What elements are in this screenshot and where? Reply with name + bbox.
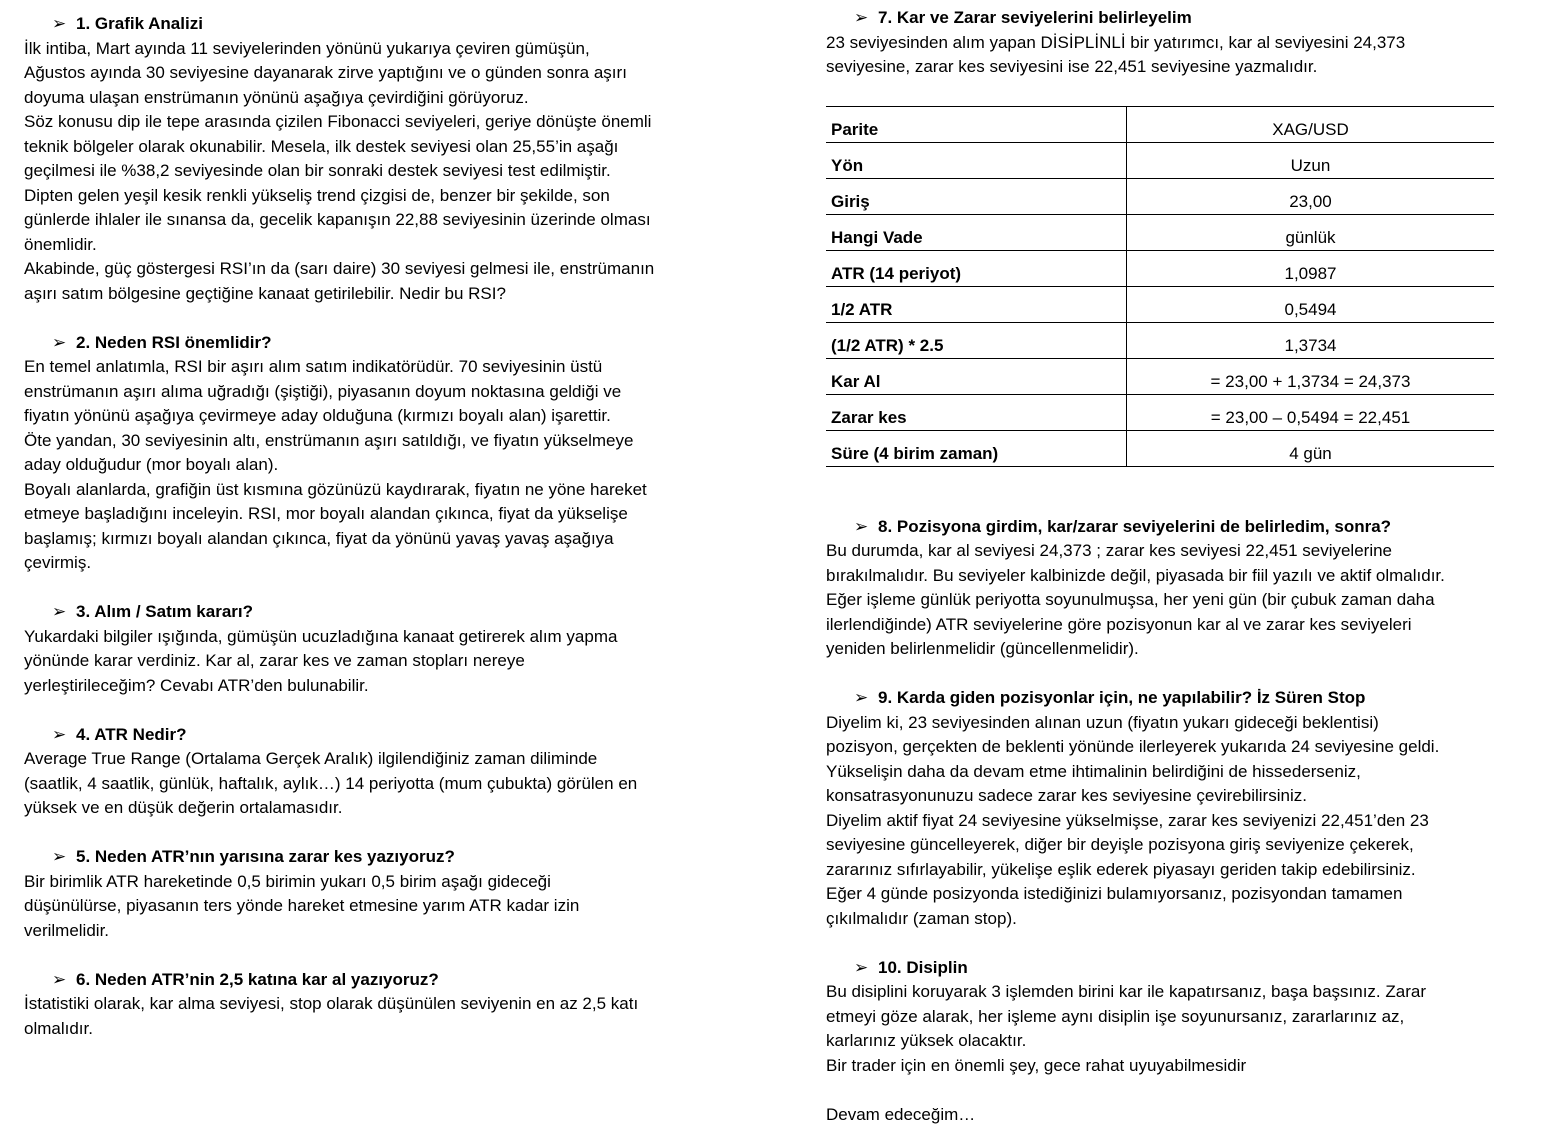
section-heading-text: 5. Neden ATR’nın yarısına zarar kes yazıyoruz?: [76, 847, 455, 866]
section-heading: ➢ 8. Pozisyona girdim, kar/zarar seviyelerini de belirledim, sonra?: [826, 515, 1494, 540]
paragraph-line: ilerlendiğinde) ATR seviyelerine göre pozisyonun kar al ve zarar kes seviyeleri: [826, 614, 1412, 634]
section-7: [826, 6, 1494, 80]
paragraph-line: Boyalı alanlarda, grafiğin üst kısmına gözünüzü kaydırarak, fiyatın ne yöne hareket: [24, 479, 647, 499]
section-9: [826, 686, 1494, 931]
paragraph-line: konsatrasyonunuzu sadece zarar kes seviyesine çevirebilirsiniz.: [826, 786, 1307, 805]
paragraph-line: yönünde karar verdiniz. Kar al, zarar kes ve zaman stopları nereye: [24, 651, 525, 670]
paragraph-line: Eğer işleme günlük periyotta soyunulmuşsa, her yeni gün (bir çubuk zaman daha: [826, 590, 1435, 609]
row-label: 1/2 ATR: [826, 286, 1127, 322]
paragraph-line: seviyesine güncelleyerek, diğer bir deyişle pozisyona giriş seviyenize çekerek,: [826, 835, 1414, 854]
section-heading-text: 6. Neden ATR’nin 2,5 katına kar al yazıyoruz?: [76, 969, 439, 989]
paragraph-line: yeniden belirlenmelidir (güncellenmelidir).: [826, 639, 1139, 658]
section-heading-text: 2. Neden RSI önemlidir?: [76, 332, 272, 352]
section-4: [24, 723, 724, 821]
section-8: [826, 515, 1494, 662]
row-label: ATR (14 periyot): [826, 250, 1127, 286]
paragraph-line: Average True Range (Ortalama Gerçek Aralık) ilgilendiğiniz zaman diliminde: [24, 749, 598, 768]
paragraph-line: İlk intiba, Mart ayında 11 seviyelerinden yönünü yukarıya çeviren gümüşün,: [24, 38, 590, 58]
row-label: Zarar kes: [826, 394, 1127, 430]
arrow-bullet-icon: ➢: [854, 8, 869, 27]
right-column: [826, 6, 1494, 1127]
closing-line: Devam edeceğim…: [826, 1104, 976, 1124]
paragraph-line: seviyesine, zarar kes seviyesini ise 22,451 seviyesine yazmalıdır.: [826, 57, 1318, 76]
paragraph-line: aşırı satım bölgesine geçtiğine kanaat getirilebilir. Nedir bu RSI?: [24, 283, 506, 303]
table-row: [826, 286, 1494, 322]
arrow-bullet-icon: ➢: [52, 847, 67, 866]
paragraph-line: etmeyi göze alarak, her işleme aynı disiplin işe soyunursanız, zararlarınız az,: [826, 1006, 1405, 1026]
row-label: Yön: [826, 142, 1127, 178]
section-2: [24, 331, 724, 576]
section-heading: ➢ 7. Kar ve Zarar seviyelerini belirleyelim: [826, 6, 1494, 31]
row-value: 1,3734: [1127, 322, 1495, 358]
paragraph-line: İstatistiki olarak, kar alma seviyesi, stop olarak düşünülen seviyenin en az 2,5 katı: [24, 994, 639, 1013]
trade-table: [826, 106, 1494, 467]
paragraph-line: fiyatın yönünü aşağıya çevirmeye aday olduğuna (kırmızı boyalı alan) işarettir.: [24, 406, 611, 425]
paragraph-line: önemlidir.: [24, 234, 97, 254]
paragraph-line: yüksek ve en düşük değerin ortalamasıdır.: [24, 798, 343, 817]
paragraph-line: verilmelidir.: [24, 920, 110, 940]
section-heading: [24, 12, 724, 37]
section-heading-text: 4. ATR Nedir?: [76, 724, 187, 744]
paragraph-line: etmeye başladığını inceleyin. RSI, mor boyalı alandan çıkınca, fiyat da yükselişe: [24, 504, 628, 523]
paragraph-line: geçilmesi ile %38,2 seviyesinde olan bir sonraki destek seviyesi test edilmiştir.: [24, 161, 611, 180]
paragraph-line: Diyelim ki, 23 seviyesinden alınan uzun (fiyatın yukarı gideceği beklentisi): [826, 712, 1379, 732]
arrow-bullet-icon: ➢: [52, 969, 67, 989]
section-heading: [24, 331, 724, 356]
section-6: [24, 968, 724, 1042]
arrow-bullet-icon: ➢: [854, 688, 869, 707]
arrow-bullet-icon: ➢: [52, 332, 67, 352]
paragraph-line: Bir trader için en önemli şey, gece rahat uyuyabilmesidir: [826, 1055, 1247, 1075]
table-row: [826, 430, 1494, 466]
paragraph-line: Bu durumda, kar al seviyesi 24,373 ; zarar kes seviyesi 22,451 seviyelerine: [826, 541, 1393, 560]
row-label: Giriş: [826, 178, 1127, 214]
paragraph-line: Diyelim aktif fiyat 24 seviyesine yükselmişse, zarar kes seviyenizi 22,451’den 23: [826, 810, 1429, 830]
paragraph-line: enstrümanın aşırı alıma uğradığı (şiştiği), piyasanın doyum noktasına geldiği ve: [24, 381, 622, 401]
paragraph-line: Söz konusu dip ile tepe arasında çizilen Fibonacci seviyeleri, geriye dönüşte önemli: [24, 112, 652, 131]
paragraph-line: Yukardaki bilgiler ışığında, gümüşün ucuzladığına kanaat getirerek alım yapma: [24, 626, 618, 646]
paragraph-line: Dipten gelen yeşil kesik renkli yükseliş trend çizgisi de, benzer bir şekilde, son: [24, 185, 610, 205]
arrow-bullet-icon: ➢: [52, 602, 67, 621]
row-value: = 23,00 – 0,5494 = 22,451: [1127, 394, 1495, 430]
table-row: [826, 142, 1494, 178]
left-column: [24, 12, 724, 1041]
section-heading: [24, 845, 724, 870]
section-heading-text: 1. Grafik Analizi: [76, 14, 203, 33]
table-row: [826, 214, 1494, 250]
paragraph-line: En temel anlatımla, RSI bir aşırı alım satım indikatörüdür. 70 seviyesinin üstü: [24, 357, 603, 376]
section-5: [24, 845, 724, 943]
section-heading: [24, 600, 724, 625]
paragraph-line: çıkılmalıdır (zaman stop).: [826, 908, 1017, 928]
table-row: [826, 106, 1494, 142]
row-value: 4 gün: [1127, 430, 1495, 466]
section-heading-text: 3. Alım / Satım kararı?: [76, 602, 253, 621]
paragraph-line: çevirmiş.: [24, 553, 92, 572]
row-value: XAG/USD: [1127, 106, 1495, 142]
paragraph-line: zararınız sıfırlayabilir, yükelişe eşlik ederek piyasayı geriden takip edebilirsiniz.: [826, 859, 1416, 879]
section-10: [826, 956, 1494, 1079]
row-value: 23,00: [1127, 178, 1495, 214]
arrow-bullet-icon: ➢: [854, 957, 869, 977]
row-value: günlük: [1127, 214, 1495, 250]
row-label: (1/2 ATR) * 2.5: [826, 322, 1127, 358]
paragraph-line: teknik bölgeler olarak okunabilir. Mesela, ilk destek seviyesi olan 25,55’in aşağı: [24, 136, 619, 156]
paragraph-line: olmalıdır.: [24, 1018, 93, 1038]
row-label: Hangi Vade: [826, 214, 1127, 250]
paragraph-line: Bu disiplini koruyarak 3 işlemden birini kar ile kapatırsanız, başa başsınız. Zarar: [826, 982, 1426, 1001]
paragraph-line: Eğer 4 günde posizyonda istediğinizi bulamıyorsanız, pozisyondan tamamen: [826, 884, 1403, 903]
paragraph-line: günlerde ihlaler ile sınansa da, gecelik kapanışın 22,88 seviyesinin üzerinde olması: [24, 210, 651, 229]
paragraph-line: karlarınız yüksek olacaktır.: [826, 1031, 1027, 1050]
paragraph-line: düşünülürse, piyasanın ters yönde hareket etmesine yarım ATR kadar izin: [24, 896, 580, 915]
paragraph-line: Öte yandan, 30 seviyesinin altı, enstrümanın aşırı satıldığı, ve fiyatın yükselmeye: [24, 430, 634, 450]
section-1: [24, 12, 724, 306]
table-row: [826, 250, 1494, 286]
table-row: [826, 394, 1494, 430]
paragraph-line: bırakılmalıdır. Bu seviyeler kalbinizde değil, piyasada bir fiil yazılı ve aktif olmalıdır.: [826, 565, 1445, 585]
paragraph-line: Bir birimlik ATR hareketinde 0,5 birimin yukarı 0,5 birim aşağı gideceği: [24, 871, 551, 891]
row-label: Kar Al: [826, 358, 1127, 394]
table-row: [826, 322, 1494, 358]
row-value: = 23,00 + 1,3734 = 24,373: [1127, 358, 1495, 394]
arrow-bullet-icon: ➢: [52, 724, 67, 744]
paragraph-line: yerleştirileceğim? Cevabı ATR’den bulunabilir.: [24, 675, 369, 695]
paragraph-line: başlamış; kırmızı boyalı alandan çıkınca, fiyat da yönünü yavaş yavaş aşağıya: [24, 528, 614, 548]
row-value: 1,0987: [1127, 250, 1495, 286]
section-3: [24, 600, 724, 698]
paragraph-line: (saatlik, 4 saatlik, günlük, haftalık, aylık…) 14 periyotta (mum çubukta) görülen en: [24, 773, 638, 793]
row-label: Parite: [826, 106, 1127, 142]
paragraph-line: doyuma ulaşan enstrümanın yönünü aşağıya çevirdiğini görüyoruz.: [24, 87, 529, 107]
paragraph-line: Akabinde, güç göstergesi RSI’ın da (sarı daire) 30 seviyesi gelmesi ile, enstrümanın: [24, 259, 655, 278]
row-value: Uzun: [1127, 142, 1495, 178]
row-value: 0,5494: [1127, 286, 1495, 322]
section-heading: ➢ 9. Karda giden pozisyonlar için, ne yapılabilir? İz Süren Stop: [826, 686, 1494, 711]
paragraph-line: Yükselişin daha da devam etme ihtimalinin belirdiğini de hissederseniz,: [826, 761, 1361, 781]
row-label: Süre (4 birim zaman): [826, 430, 1127, 466]
paragraph-line: aday olduğudur (mor boyalı alan).: [24, 455, 279, 474]
arrow-bullet-icon: ➢: [854, 516, 869, 536]
paragraph-line: Ağustos ayında 30 seviyesine dayanarak zirve yaptığını ve o günden sonra aşırı: [24, 63, 627, 82]
section-heading: [24, 968, 724, 993]
table-row: [826, 358, 1494, 394]
table-row: [826, 178, 1494, 214]
paragraph-line: pozisyon, gerçekten de beklenti yönünde ilerleyerek yukarıda 24 seviyesine geldi.: [826, 737, 1440, 756]
section-heading: [24, 723, 724, 748]
section-heading: ➢ 10. Disiplin: [826, 956, 1494, 981]
arrow-bullet-icon: ➢: [52, 14, 67, 33]
paragraph-line: 23 seviyesinden alım yapan DİSİPLİNLİ bir yatırımcı, kar al seviyesini 24,373: [826, 32, 1406, 52]
